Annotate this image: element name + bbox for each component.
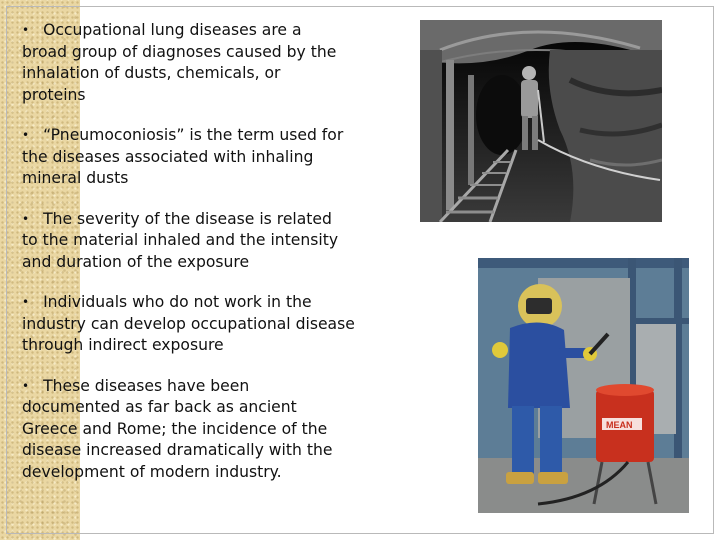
bullet-text-line: “Pneumoconiosis” is the term used for bbox=[43, 126, 344, 144]
bullet-item bbox=[22, 125, 382, 190]
bullet-text-line: mineral dusts bbox=[22, 169, 129, 187]
bullet-text-line: the diseases associated with inhaling bbox=[22, 147, 314, 166]
mine-tunnel-illustration bbox=[420, 20, 662, 222]
bullet-text-line: The severity of the disease is related bbox=[43, 209, 332, 228]
bullet-text-line: industry can develop occupational disease bbox=[22, 314, 355, 333]
bullet-dot-icon: • bbox=[22, 23, 30, 37]
bullet-text-line: through indirect exposure bbox=[22, 336, 224, 354]
bullet-text-line: These diseases have been bbox=[43, 376, 250, 395]
bullet-text-line: disease increased dramatically with the bbox=[22, 441, 333, 459]
bullet-text-line: Greece and Rome; the incidence of the bbox=[22, 419, 328, 438]
sandblaster-worker-photo bbox=[478, 258, 689, 513]
bullet-dot-icon: • bbox=[22, 128, 30, 142]
bullet-text-line: Occupational lung diseases are a bbox=[43, 21, 302, 39]
bullet-dot-icon: • bbox=[22, 295, 30, 309]
bullet-text-line: broad group of diagnoses caused by the bbox=[22, 42, 337, 61]
bullet-dot-icon: • bbox=[22, 378, 30, 393]
bullet-text-line: and duration of the exposure bbox=[22, 252, 250, 271]
bullet-text-line: proteins bbox=[22, 85, 86, 104]
bullet-item bbox=[22, 292, 382, 357]
bullet-text-line: Individuals who do not work in the bbox=[43, 293, 312, 311]
bullet-text-line: development of modern industry. bbox=[22, 462, 282, 481]
bullet-item bbox=[22, 209, 382, 274]
mine-tunnel-photo bbox=[420, 20, 662, 222]
bullet-dot-icon: • bbox=[22, 211, 30, 226]
bullet-text-line: inhalation of dusts, chemicals, or bbox=[22, 64, 281, 82]
bullet-item bbox=[22, 20, 382, 106]
bullet-text-line: documented as far back as ancient bbox=[22, 398, 297, 416]
sandblaster-illustration bbox=[478, 258, 689, 513]
bullet-item bbox=[22, 376, 382, 484]
bullet-list bbox=[22, 20, 382, 502]
drum-label: MEAN bbox=[606, 420, 633, 430]
bullet-text-line: to the material inhaled and the intensity bbox=[22, 231, 339, 249]
